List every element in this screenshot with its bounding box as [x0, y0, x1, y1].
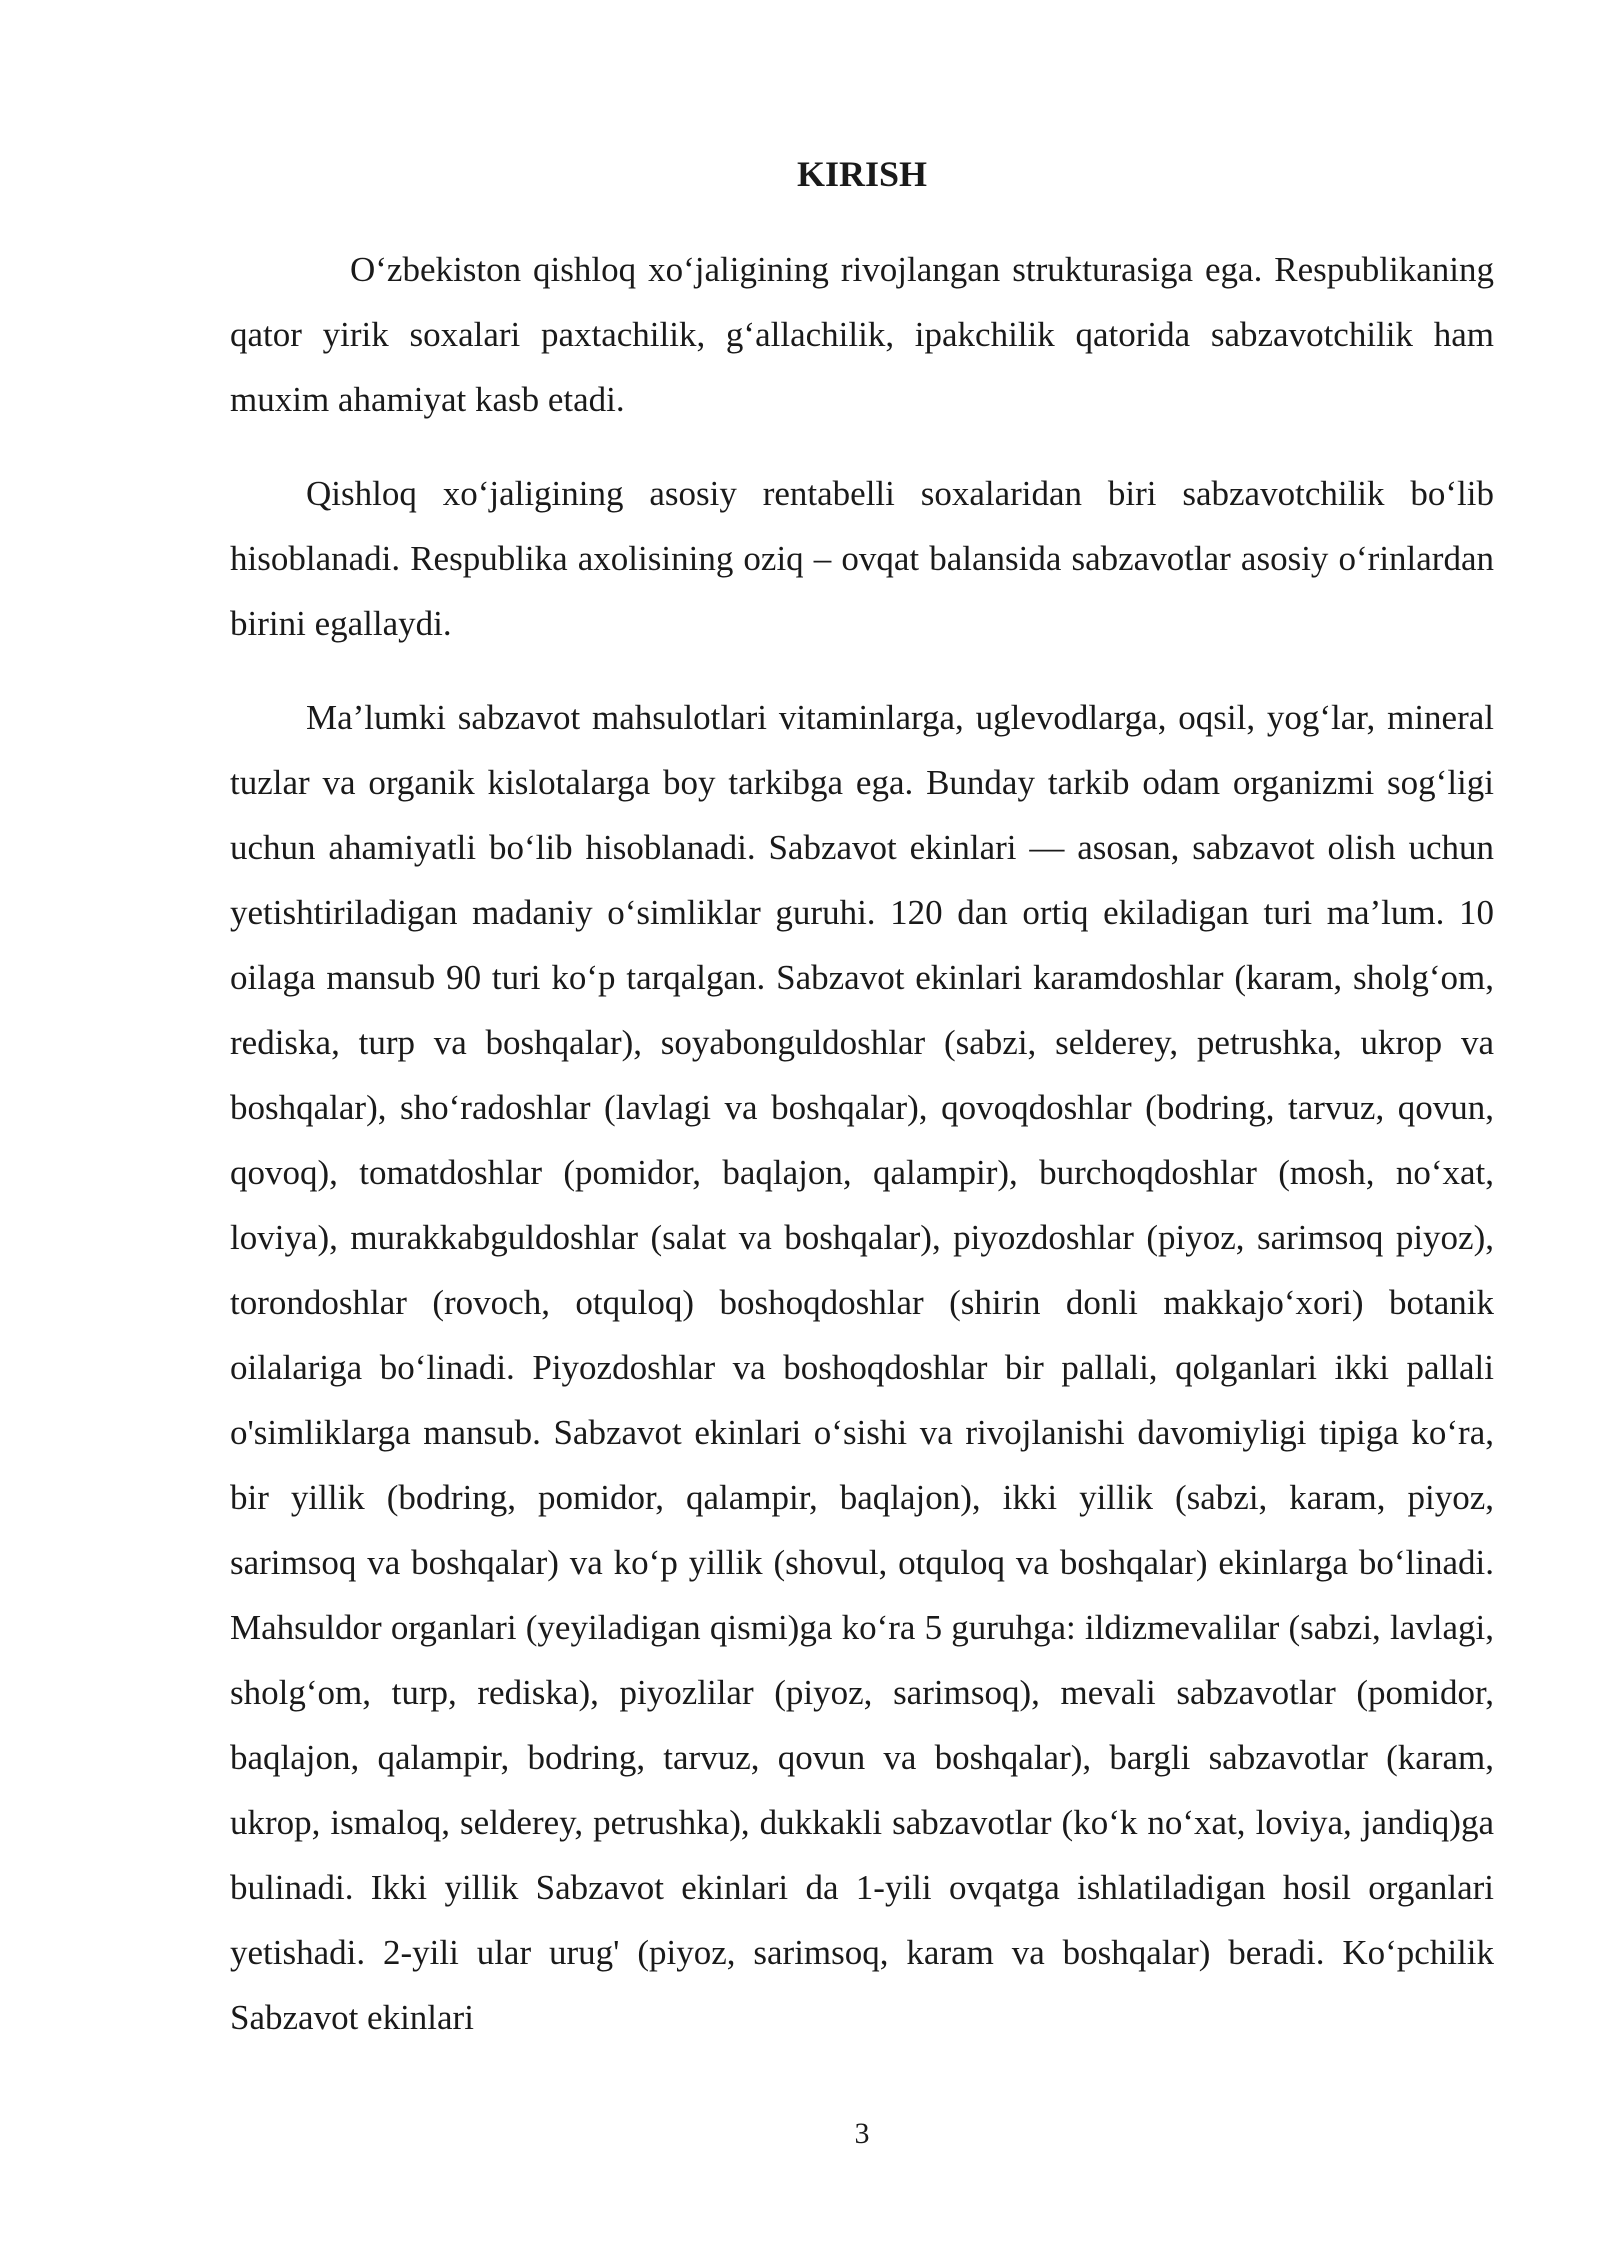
document-page [230, 0, 1494, 2262]
paragraph-3: Ma’lumki sabzavot mahsulotlari vitaminlarga, uglevodlarga, oqsil, yog‘lar, mineral tuzlar va organik kislotalarga boy tarkibga ega. Bunday tarkib odam organizmi sog‘ligi uchun ahamiyatli bo‘lib hisoblanadi. Sabzavot ekinlari — asosan, sabzavot olish uchun yetishtiriladigan madaniy o‘simliklar guruhi. 120 dan ortiq ekiladigan turi ma’lum. 10 oilaga mansub 90 turi ko‘p tarqalgan. Sabzavot ekinlari karamdoshlar (karam, sholg‘om, rediska, turp va boshqalar), soyabonguldoshlar (sabzi, selderey, petrushka, ukrop va boshqalar), sho‘radoshlar (lavlagi va boshqalar), qovoqdoshlar (bodring, tarvuz, qovun, qovoq), tomatdoshlar (pomidor, baqlajon, qalampir), burchoqdoshlar (mosh, no‘xat, loviya), murakkabguldoshlar (salat va boshqalar), piyozdoshlar (piyoz, sarimsoq piyoz), torondoshlar (rovoch, otquloq) boshoqdoshlar (shirin donli makkajo‘xori) botanik oilalariga bo‘linadi. Piyozdoshlar va boshoqdoshlar bir pallali, qolganlari ikki pallali o'simliklarga mansub. Sabzavot ekinlari o‘sishi va rivojlanishi davomiyligi tipiga ko‘ra, bir yillik (bodring, pomidor, qalampir, baqlajon), ikki yillik (sabzi, karam, piyoz, sarimsoq va boshqalar) va ko‘p yillik (shovul, otquloq va boshqalar) ekinlarga bo‘linadi. Mahsuldor organlari (yeyiladigan qismi)ga ko‘ra 5 guruhga: ildizmevalilar (sabzi, lavlagi, sholg‘om, turp, rediska), piyozlilar (piyoz, sarimsoq), mevali sabzavotlar (pomidor, baqlajon, qalampir, bodring, tarvuz, qovun va boshqalar), bargli sabzavotlar (karam, ukrop, ismaloq, selderey, petrushka), dukkakli sabzavotlar (ko‘k no‘xat, loviya, jandiq)ga bulinadi. Ikki yillik Sabzavot ekinlari da 1-yili ovqatga ishlatiladigan hosil organlari yetishadi. 2-yili ular urug' (piyoz, sarimsoq, karam va boshqalar) beradi. Ko‘pchilik Sabzavot ekinlari [230, 698, 1494, 2037]
paragraph-2: Qishloq xo‘jaligining asosiy rentabelli soxalaridan biri sabzavotchilik bo‘lib hisoblanadi. Respublika axolisining oziq – ovqat balansida sabzavotlar asosiy o‘rinlardan birini egallaydi. [230, 474, 1494, 643]
page-title: KIRISH [796, 154, 928, 194]
paragraph-1: O‘zbekiston qishloq xo‘jaligining rivojlangan strukturasiga ega. Respublikaning qator yirik soxalari paxtachilik, g‘allachilik, ipakchilik qatorida sabzavotchilik ham muxim ahamiyat kasb etadi. [230, 250, 1494, 419]
page-number: 3 [854, 2117, 870, 2150]
